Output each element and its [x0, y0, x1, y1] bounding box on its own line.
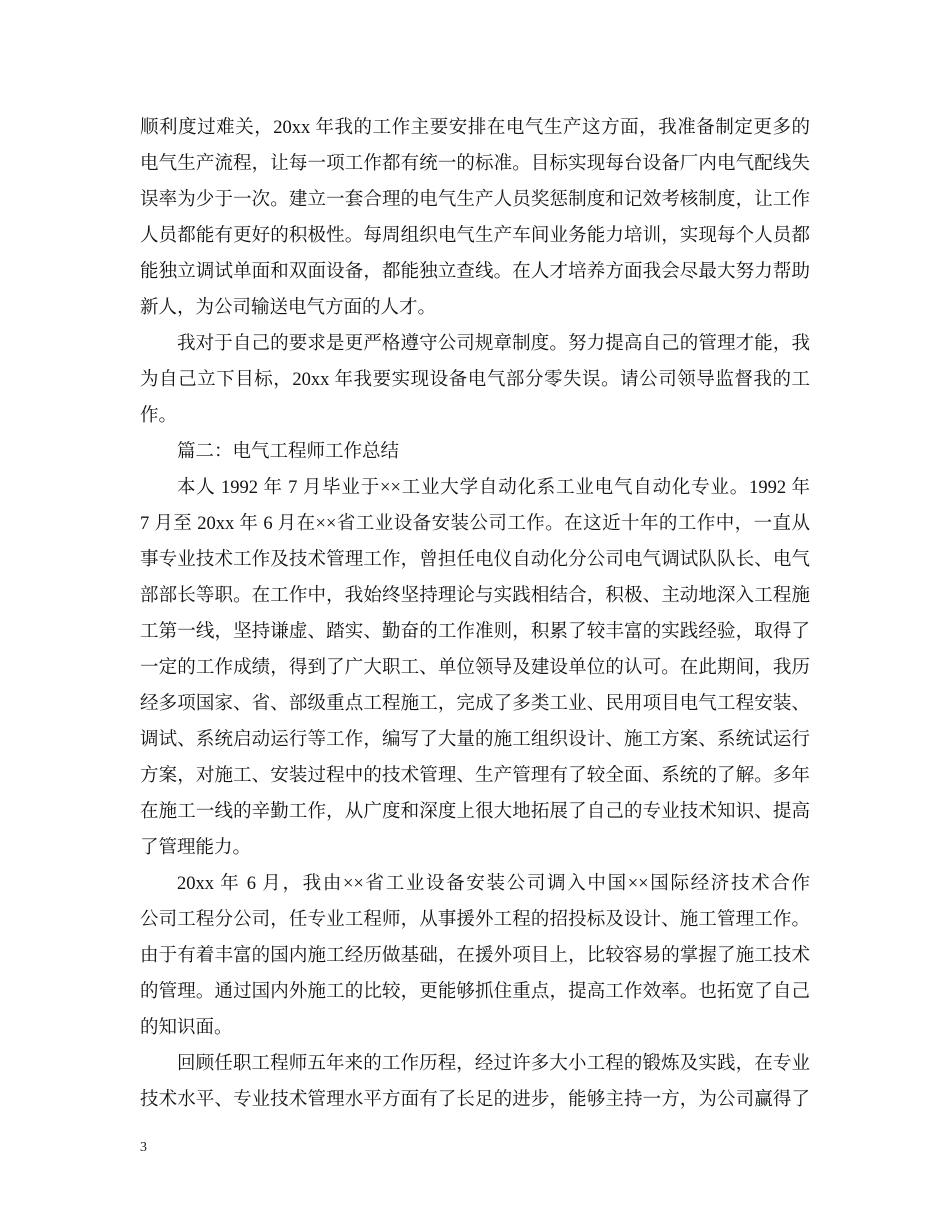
text-line: 本人 1992 年 7 月毕业于××工业大学自动化系工业电气自动化专业。1992 年 — [177, 478, 810, 498]
paragraph — [140, 866, 810, 1046]
text-line: 方案，对施工、安装过程中的技术管理、生产管理有了较全面、系统的了解。多年 — [140, 766, 810, 786]
text-line: 一定的工作成绩，得到了广大职工、单位领导及建设单位的认可。在此期间，我历 — [140, 658, 810, 678]
text-line: 新人，为公司输送电气方面的人才。 — [140, 298, 437, 318]
text-line: 能独立调试单面和双面设备，都能独立查线。在人才培养方面我会尽最大努力帮助 — [140, 262, 810, 282]
section-heading: 篇二：电气工程师工作总结 — [177, 442, 400, 462]
text-line: 20xx 年 6 月，我由××省工业设备安装公司调入中国××国际经济技术合作 — [177, 874, 810, 894]
text-line: 7 月至 20xx 年 6 月在××省工业设备安装公司工作。在这近十年的工作中，一直从 — [140, 514, 810, 534]
paragraph — [140, 110, 810, 326]
text-line: 为自己立下目标，20xx 年我要实现设备电气部分零失误。请公司领导监督我的工 — [140, 370, 810, 390]
paragraph — [140, 434, 810, 470]
text-line: 回顾任职工程师五年来的工作历程，经过许多大小工程的锻炼及实践，在专业 — [177, 1054, 810, 1074]
text-line: 我对于自己的要求是更严格遵守公司规章制度。努力提高自己的管理才能，我 — [177, 334, 810, 354]
paragraph — [140, 326, 810, 434]
text-line: 的知识面。 — [140, 1018, 233, 1038]
document-body — [140, 110, 810, 1118]
text-line: 公司工程分公司，任专业工程师，从事援外工程的招投标及设计、施工管理工作。 — [140, 910, 810, 930]
text-line: 误率为少于一次。建立一套合理的电气生产人员奖惩制度和记效考核制度，让工作 — [140, 190, 810, 210]
text-line: 事专业技术工作及技术管理工作，曾担任电仪自动化分公司电气调试队队长、电气 — [140, 550, 810, 570]
text-line: 了管理能力。 — [140, 838, 252, 858]
page-number: 3 — [140, 1140, 147, 1155]
text-line: 电气生产流程，让每一项工作都有统一的标准。目标实现每台设备厂内电气配线失 — [140, 154, 810, 174]
paragraph — [140, 1046, 810, 1118]
text-line: 工第一线，坚持谦虚、踏实、勤奋的工作准则，积累了较丰富的实践经验，取得了 — [140, 622, 810, 642]
paragraph — [140, 470, 810, 866]
text-line: 在施工一线的辛勤工作，从广度和深度上很大地拓展了自己的专业技术知识、提高 — [140, 802, 810, 822]
text-line: 由于有着丰富的国内施工经历做基础，在援外项目上，比较容易的掌握了施工技术 — [140, 946, 810, 966]
text-line: 调试、系统启动运行等工作，编写了大量的施工组织设计、施工方案、系统试运行 — [140, 730, 810, 750]
text-line: 部部长等职。在工作中，我始终坚持理论与实践相结合，积极、主动地深入工程施 — [140, 586, 810, 606]
text-line: 人员都能有更好的积极性。每周组织电气生产车间业务能力培训，实现每个人员都 — [140, 226, 810, 246]
text-line: 作。 — [140, 406, 178, 426]
text-line: 的管理。通过国内外施工的比较，更能够抓住重点，提高工作效率。也拓宽了自己 — [140, 982, 810, 1002]
text-line: 技术水平、专业技术管理水平方面有了长足的进步，能够主持一方，为公司赢得了 — [140, 1090, 810, 1110]
text-line: 经多项国家、省、部级重点工程施工，完成了多类工业、民用项目电气工程安装、 — [140, 694, 810, 714]
text-line: 顺利度过难关，20xx 年我的工作主要安排在电气生产这方面，我准备制定更多的 — [140, 118, 810, 138]
